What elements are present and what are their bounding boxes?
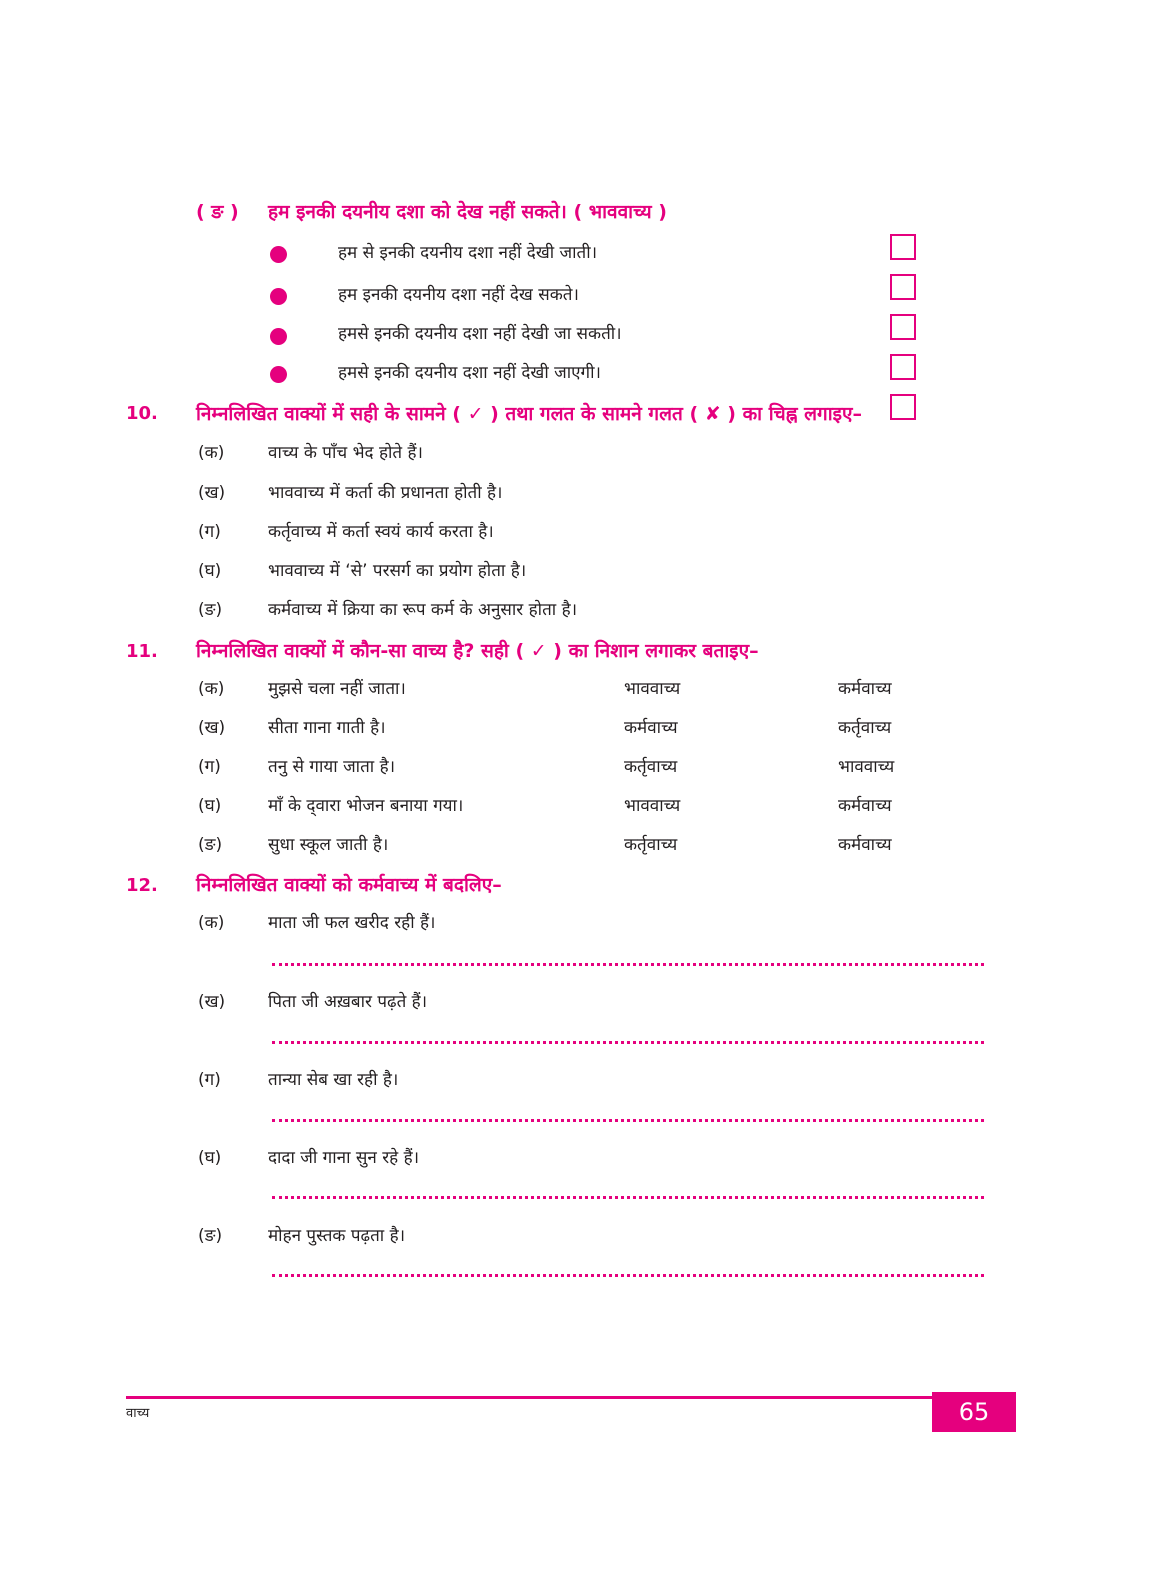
q10-title: निम्नलिखित वाक्यों में सही के सामने ( ✓ ) तथा गलत के सामने गलत ( ✘ ) का चिह्न लगाइए–: [196, 403, 862, 425]
q12-item-label: (ख): [198, 992, 226, 1012]
bullet-icon: [270, 328, 287, 345]
q9e-option-2: हम इनकी दयनीय दशा नहीं देख सकते।: [338, 285, 579, 305]
q11-option-2[interactable]: भाववाच्य: [838, 757, 895, 777]
page-number: 65: [932, 1392, 1016, 1432]
q11-item-label: (क): [198, 679, 225, 699]
q11-item-label: (ङ): [198, 835, 223, 855]
footer-chapter: वाच्य: [126, 1406, 150, 1421]
q12-item-label: (क): [198, 913, 225, 933]
q10-item-text: वाच्य के पाँच भेद होते हैं।: [268, 443, 423, 463]
q9e-option-3-checkbox[interactable]: [890, 314, 916, 340]
bullet-icon: [270, 246, 287, 263]
q11-item-text: सीता गाना गाती है।: [268, 718, 386, 738]
q11-option-1[interactable]: भाववाच्य: [624, 796, 681, 816]
q9e-option-3: हमसे इनकी दयनीय दशा नहीं देखी जा सकती।: [338, 324, 622, 344]
q11-option-2[interactable]: कर्मवाच्य: [838, 679, 892, 699]
bullet-icon: [270, 288, 287, 305]
q11-option-1[interactable]: कर्तृवाच्य: [624, 835, 678, 855]
q9e-label: ( ङ ): [196, 201, 239, 223]
q9e-option-1-checkbox[interactable]: [890, 234, 916, 260]
q10-item-text: भाववाच्य में ‘से’ परसर्ग का प्रयोग होता है।: [268, 561, 527, 581]
q9e-option-1: हम से इनकी दयनीय दशा नहीं देखी जाती।: [338, 243, 598, 263]
q12-item-text: मोहन पुस्तक पढ़ता है।: [268, 1226, 406, 1246]
q11-item-text: मुझसे चला नहीं जाता।: [268, 679, 406, 699]
bullet-icon: [270, 366, 287, 383]
q9e-option-4: हमसे इनकी दयनीय दशा नहीं देखी जाएगी।: [338, 363, 601, 383]
q11-item-label: (ग): [198, 757, 221, 777]
q11-title: निम्नलिखित वाक्यों में कौन-सा वाच्य है? सही ( ✓ ) का निशान लगाकर बताइए–: [196, 640, 759, 662]
answer-line[interactable]: [272, 1119, 984, 1122]
q9e-question: हम इनकी दयनीय दशा को देख नहीं सकते। ( भाववाच्य ): [268, 201, 667, 223]
q10-number: 10.: [126, 403, 158, 424]
q11-option-2[interactable]: कर्मवाच्य: [838, 835, 892, 855]
q11-option-1[interactable]: कर्तृवाच्य: [624, 757, 678, 777]
q11-item-text: सुधा स्कूल जाती है।: [268, 835, 389, 855]
q10-item-label: (ग): [198, 522, 221, 542]
q12-item-label: (ङ): [198, 1226, 223, 1246]
q9e-option-4-checkbox[interactable]: [890, 354, 916, 380]
q10-item-label: (ख): [198, 483, 226, 503]
q12-item-text: तान्या सेब खा रही है।: [268, 1070, 399, 1090]
q12-number: 12.: [126, 875, 158, 896]
q11-item-text: तनु से गाया जाता है।: [268, 757, 396, 777]
q9e-option-2-checkbox[interactable]: [890, 274, 916, 300]
q11-option-1[interactable]: भाववाच्य: [624, 679, 681, 699]
q11-option-2[interactable]: कर्मवाच्य: [838, 796, 892, 816]
q10-item-label: (घ): [198, 561, 222, 581]
q10-item-label: (ङ): [198, 600, 223, 620]
q11-item-text: माँ के द्‌वारा भोजन बनाया गया।: [268, 796, 464, 816]
q11-option-2[interactable]: कर्तृवाच्य: [838, 718, 892, 738]
answer-line[interactable]: [272, 963, 984, 966]
answer-line[interactable]: [272, 1196, 984, 1199]
q12-title: निम्नलिखित वाक्यों को कर्मवाच्य में बदलिए–: [196, 874, 502, 896]
answer-line[interactable]: [272, 1274, 984, 1277]
q10-checkbox[interactable]: [890, 394, 916, 420]
q10-item-text: कर्मवाच्य में क्रिया का रूप कर्म के अनुसार होता है।: [268, 600, 578, 620]
q11-item-label: (ख): [198, 718, 226, 738]
q12-item-label: (ग): [198, 1070, 221, 1090]
q12-item-text: पिता जी अख़बार पढ़ते हैं।: [268, 992, 428, 1012]
answer-line[interactable]: [272, 1041, 984, 1044]
q10-item-label: (क): [198, 443, 225, 463]
q11-item-label: (घ): [198, 796, 222, 816]
q10-item-text: कर्तृवाच्य में कर्ता स्वयं कार्य करता है।: [268, 522, 494, 542]
q11-option-1[interactable]: कर्मवाच्य: [624, 718, 678, 738]
q11-number: 11.: [126, 641, 158, 662]
q12-item-text: दादा जी गाना सुन रहे हैं।: [268, 1148, 420, 1168]
q12-item-label: (घ): [198, 1148, 222, 1168]
q10-item-text: भाववाच्य में कर्ता की प्रधानता होती है।: [268, 483, 503, 503]
footer-rule: [126, 1396, 932, 1399]
q12-item-text: माता जी फल खरीद रही हैं।: [268, 913, 436, 933]
